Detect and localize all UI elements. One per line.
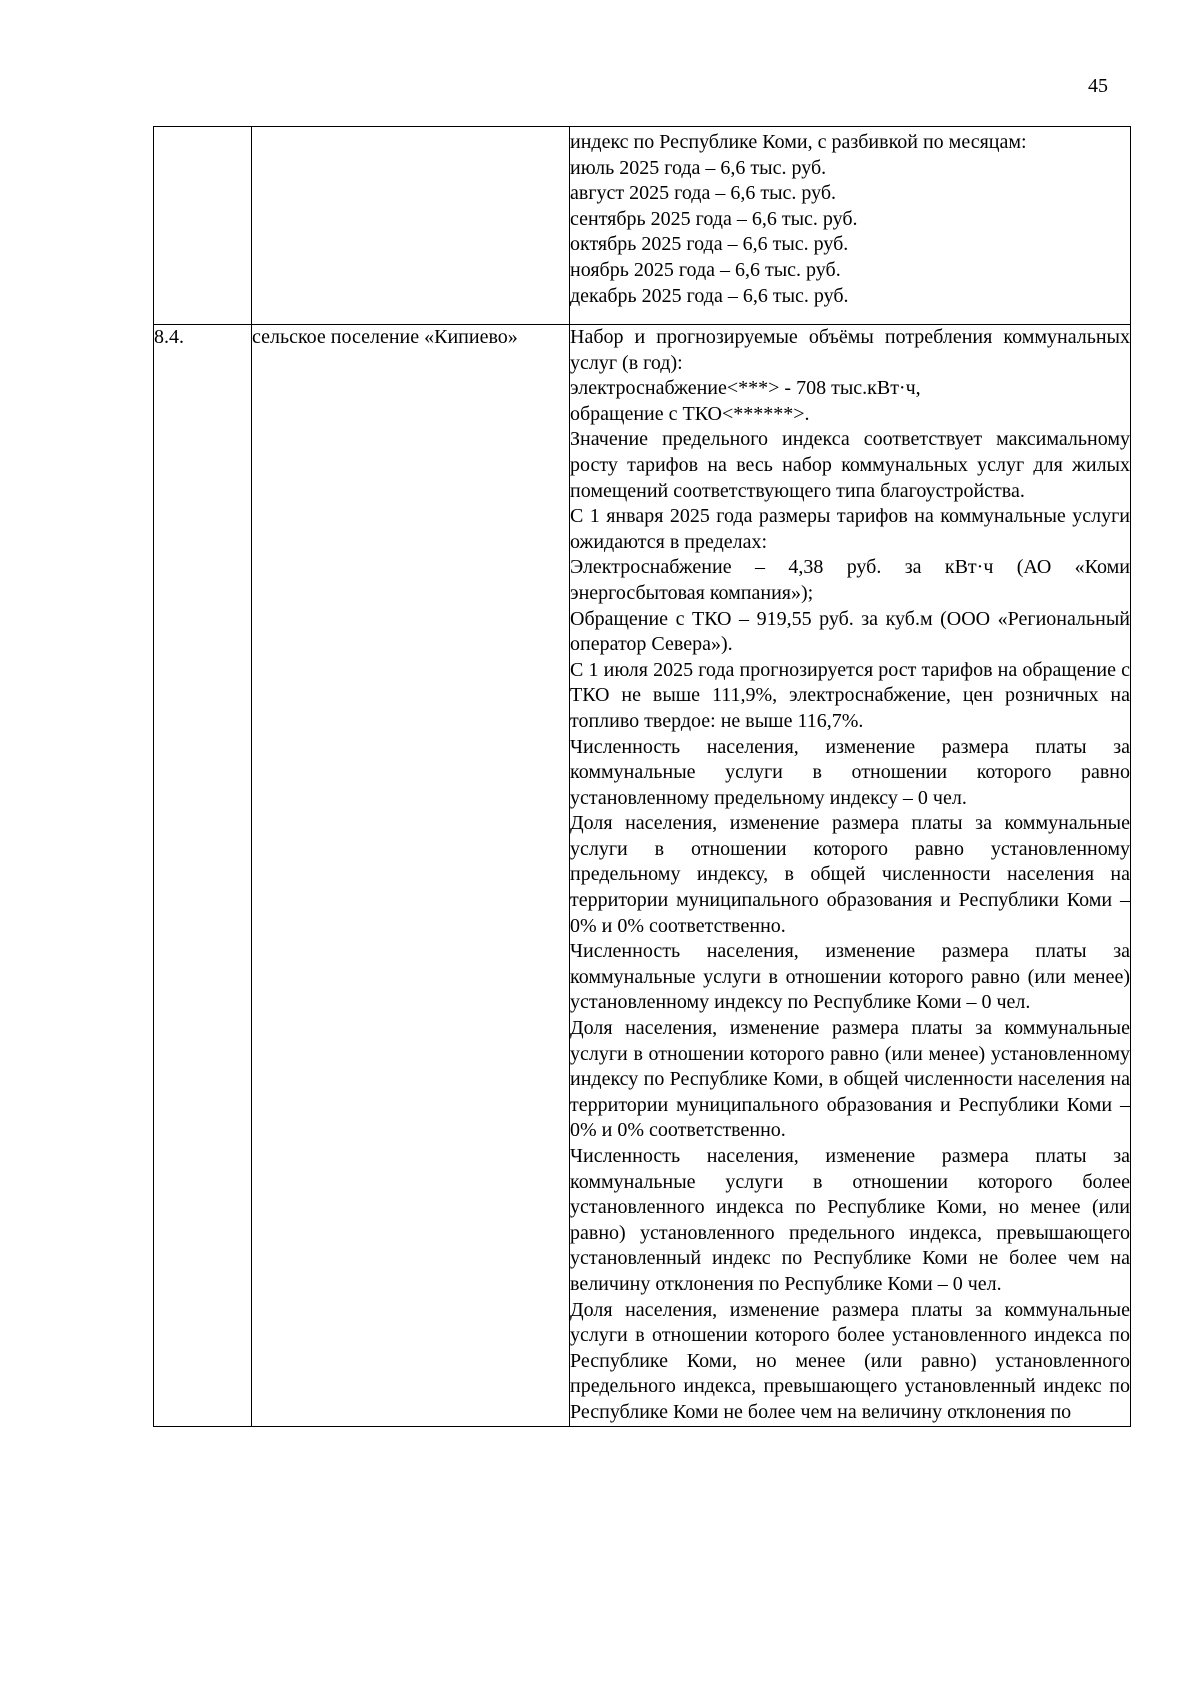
paragraph: Численность населения, изменение размера платы за коммунальные услуги в отношении которого равно установленному предельному индексу – 0 чел. [570, 735, 1130, 809]
paragraph: электроснабжение<***> - 708 тыс.кВт·ч, [570, 377, 921, 400]
paragraph: Значение предельного индекса соответствует максимальному росту тарифов на весь набор коммунальных услуг для жилых помещений соответствующего типа благоустройства. [570, 428, 1130, 502]
text-line: сентябрь 2025 года – 6,6 тыс. руб. [570, 207, 858, 230]
table-row [154, 325, 1131, 1427]
text-line: июль 2025 года – 6,6 тыс. руб. [570, 156, 827, 179]
row-name-cell [252, 127, 570, 325]
paragraph: Численность населения, изменение размера платы за коммунальные услуги в отношении которого более установленного индекса по Республике Коми, но менее (или равно) установленного предельного индекса, превышающего установленный индекс по Республике Коми не более чем на величину отклонения по Республике Коми – 0 чел. [570, 1145, 1130, 1295]
row-name-cell: сельское поселение «Кипиево» [252, 325, 570, 1427]
text-line: ноябрь 2025 года – 6,6 тыс. руб. [570, 258, 841, 281]
paragraph: обращение с ТКО<******>. [570, 402, 810, 425]
paragraph: С 1 января 2025 года размеры тарифов на коммунальные услуги ожидаются в пределах: [570, 505, 1130, 553]
paragraph: С 1 июля 2025 года прогнозируется рост тарифов на обращение с ТКО не выше 111,9%, электроснабжение, цен розничных на топливо твердое: не выше 116,7%. [570, 658, 1130, 732]
row-number-cell: 8.4. [154, 325, 252, 1427]
paragraph: Набор и прогнозируемые объёмы потребления коммунальных услуг (в год): [570, 326, 1130, 374]
paragraph: Численность населения, изменение размера платы за коммунальные услуги в отношении которого равно (или менее) установленному индексу по Республике Коми – 0 чел. [570, 940, 1130, 1014]
row-text-cell [570, 325, 1131, 1427]
paragraph: Обращение с ТКО – 919,55 руб. за куб.м (ООО «Региональный оператор Севера»). [570, 607, 1130, 656]
text-line: декабрь 2025 года – 6,6 тыс. руб. [570, 284, 849, 307]
page-number: 45 [1088, 75, 1108, 97]
paragraph: Электроснабжение – 4,38 руб. за кВт·ч (АО «Коми энергосбытовая компания»); [570, 556, 1130, 604]
tariff-table [153, 126, 1131, 1427]
table-row [154, 127, 1131, 325]
row-number-cell [154, 127, 252, 325]
paragraph: Доля населения, изменение размера платы за коммунальные услуги в отношении которого равно (или менее) установленному индексу по Республике Коми, в общей численности населения на территории муниципального образования и Республики Коми – 0% и 0% соответственно. [570, 1017, 1130, 1142]
text-line: индекс по Республике Коми, с разбивкой по месяцам: [570, 131, 1027, 153]
text-line: август 2025 года – 6,6 тыс. руб. [570, 182, 837, 205]
row-text-cell [570, 127, 1131, 325]
text-line: октябрь 2025 года – 6,6 тыс. руб. [570, 233, 849, 256]
paragraph: Доля населения, изменение размера платы за коммунальные услуги в отношении которого равно установленному предельному индексу, в общей численности населения на территории муниципального образования и Республики Коми – 0% и 0% соответственно. [570, 812, 1130, 937]
paragraph: Доля населения, изменение размера платы за коммунальные услуги в отношении которого более установленного индекса по Республике Коми, но менее (или равно) установленного предельного индекса, превышающего установленный индекс по Республике Коми не более чем на величину отклонения по [570, 1298, 1130, 1423]
